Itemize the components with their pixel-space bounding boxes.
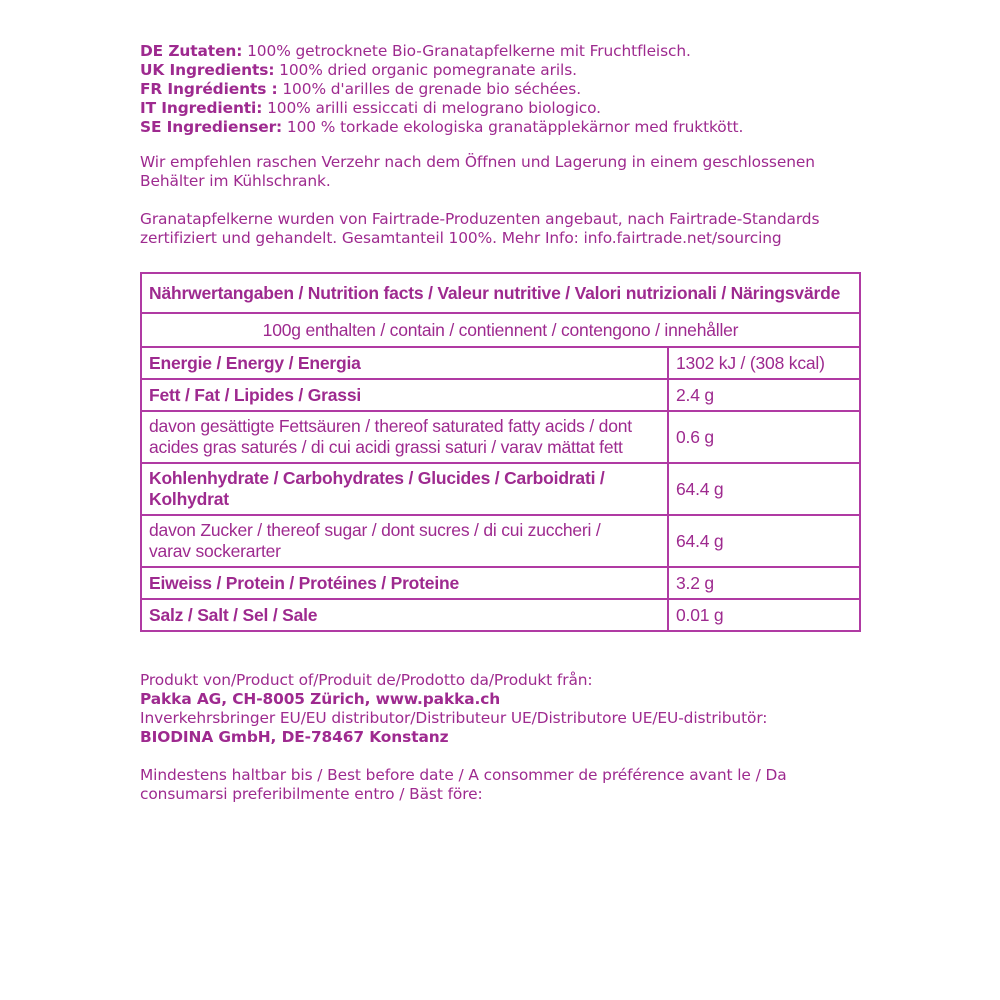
nutrient-label: Fett / Fat / Lipides / Grassi (141, 379, 668, 411)
nutrient-value: 64.4 g (668, 515, 860, 567)
nutrient-value: 3.2 g (668, 567, 860, 599)
distributor-name: BIODINA GmbH, DE-78467 Konstanz (140, 728, 449, 746)
distributor-label: Inverkehrsbringer EU/EU distributor/Distributeur UE/Distributore UE/EU-distributör: (140, 709, 768, 727)
ingredients-it: IT Ingredienti: 100% arilli essiccati di melograno biologico. (140, 99, 601, 117)
table-row (141, 515, 860, 567)
best-before-section: Mindestens haltbar bis / Best before date / A consommer de préférence avant le / Da consumarsi preferibilmente entro / Bäst före: (140, 766, 787, 803)
nutrition-table (140, 272, 861, 632)
table-row (141, 599, 860, 631)
ingredients-fr: FR Ingrédients : 100% d'arilles de grenade bio séchées. (140, 80, 582, 98)
table-row (141, 463, 860, 515)
ingredients-se: SE Ingredienser: 100 % torkade ekologiska granatäpplekärnor med fruktkött. (140, 118, 744, 136)
nutrient-value: 64.4 g (668, 463, 860, 515)
nutrient-value: 0.6 g (668, 411, 860, 463)
nutrition-subheader: 100g enthalten / contain / contiennent / contengono / innehåller (141, 313, 860, 347)
nutrient-label: Kohlenhydrate / Carbohydrates / Glucides / Carboidrati / Kolhydrat (141, 463, 668, 515)
producer-section (140, 671, 870, 747)
nutrition-header: Nährwertangaben / Nutrition facts / Valeur nutritive / Valori nutrizionali / Näringsvärde (141, 273, 860, 313)
nutrient-label: Eiweiss / Protein / Protéines / Proteine (141, 567, 668, 599)
producer-name: Pakka AG, CH-8005 Zürich, www.pakka.ch (140, 690, 501, 708)
storage-note: Wir empfehlen raschen Verzehr nach dem Öffnen und Lagerung in einem geschlossenen Behälter im Kühlschrank. (140, 153, 815, 190)
table-row (141, 411, 860, 463)
nutrition-subheader-row (141, 313, 860, 347)
nutrient-value: 2.4 g (668, 379, 860, 411)
fairtrade-note: Granatapfelkerne wurden von Fairtrade-Produzenten angebaut, nach Fairtrade-Standards zertifiziert und gehandelt. Gesamtanteil 100%. Mehr Info: info.fairtrade.net/sourcing (140, 210, 820, 247)
ingredients-section (140, 42, 870, 137)
ingredients-uk: UK Ingredients: 100% dried organic pomegranate arils. (140, 61, 577, 79)
table-row (141, 347, 860, 379)
nutrient-label: davon Zucker / thereof sugar / dont sucres / di cui zuccheri / varav sockerarter (141, 515, 668, 567)
producer-label: Produkt von/Product of/Produit de/Prodotto da/Produkt från: (140, 671, 593, 689)
table-row (141, 379, 860, 411)
nutrition-header-row (141, 273, 860, 313)
nutrient-value: 1302 kJ / (308 kcal) (668, 347, 860, 379)
nutrient-label: Salz / Salt / Sel / Sale (141, 599, 668, 631)
nutrient-value: 0.01 g (668, 599, 860, 631)
nutrient-label: davon gesättigte Fettsäuren / thereof saturated fatty acids / dont acides gras saturés / di cui acidi grassi saturi / varav mättat fett (141, 411, 668, 463)
table-row (141, 567, 860, 599)
nutrient-label: Energie / Energy / Energia (141, 347, 668, 379)
ingredients-de: DE Zutaten: 100% getrocknete Bio-Granatapfelkerne mit Fruchtfleisch. (140, 42, 691, 60)
